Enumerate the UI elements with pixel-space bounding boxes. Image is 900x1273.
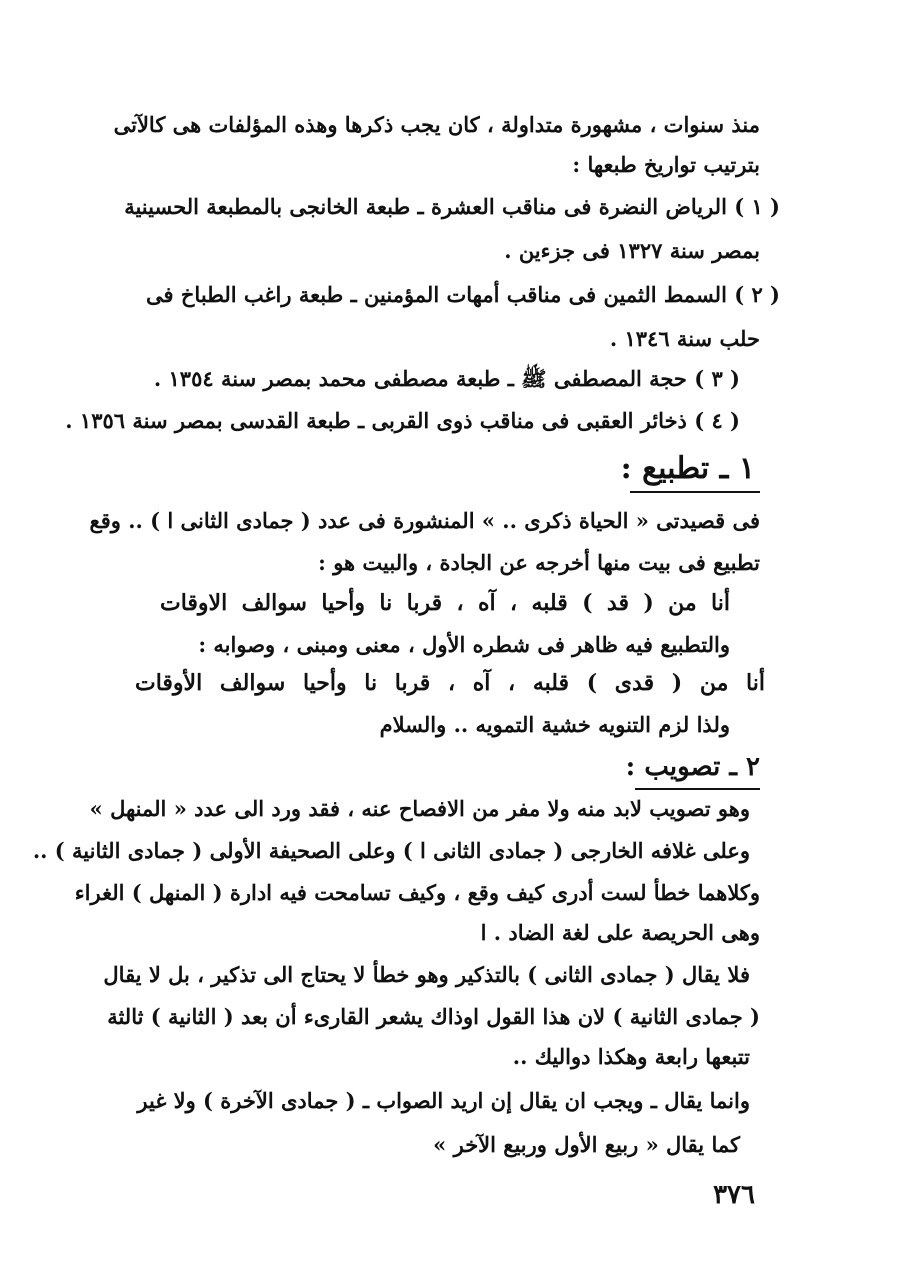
section-2-p1-line-1: وهو تصويب لابد منه ولا مفر من الافصاح عنه ، فقد ورد الى عدد « المنهل » bbox=[89, 796, 750, 821]
section-2-heading-underline bbox=[635, 788, 760, 790]
section-2-p1-line-4: وهى الحريصة على لغة الضاد . ا bbox=[480, 920, 760, 945]
section-1-line-4: ولذا لزم التنويه خشية التمويه .. والسلام bbox=[379, 712, 730, 737]
section-2-p2-line-3: تتبعها رابعة وهكذا دواليك .. bbox=[512, 1044, 750, 1069]
list-item-2-line-2: حلب سنة ١٣٤٦ . bbox=[609, 326, 760, 351]
page-number: ٣٧٦ bbox=[713, 1180, 755, 1210]
section-1-verse-2: أنا من ( قدى ) قلبه ، آه ، قربا نا وأحيا سوالف الأوقات bbox=[135, 670, 765, 696]
section-2-p2-line-2: ( جمادى الثانية ) لان هذا القول اوذاك يشعر القارىء أن بعد ( الثانية ) ثالثة bbox=[107, 1004, 760, 1029]
section-1-line-1: فى قصيدتى « الحياة ذكرى .. » المنشورة فى عدد ( جمادى الثانى ا ) .. وقع bbox=[89, 508, 760, 533]
intro-line-1: منذ سنوات ، مشهورة متداولة ، كان يجب ذكرها وهذه المؤلفات هى كالآتى bbox=[113, 112, 760, 137]
list-item-2-line-1: ( ٢ ) السمط الثمين فى مناقب أمهات المؤمنين ـ طبعة راغب الطباخ فى bbox=[146, 282, 780, 307]
section-2-p3-line-2: كما يقال « ربيع الأول وربيع الآخر » bbox=[433, 1132, 740, 1157]
section-2-p3-line-1: وانما يقال ـ ويجب ان يقال إن اريد الصواب ـ ( جمادى الآخرة ) ولا غير bbox=[137, 1088, 750, 1113]
section-2-heading: ٢ ـ تصويب : bbox=[625, 752, 760, 782]
section-1-heading: ١ ـ تطبيع : bbox=[620, 451, 755, 486]
list-item-3: ( ٣ ) حجة المصطفى ﷺ ـ طبعة مصطفى محمد بمصر سنة ١٣٥٤ . bbox=[153, 366, 740, 391]
section-1-line-2: تطبيع فى بيت منها أخرجه عن الجادة ، والبيت هو : bbox=[318, 550, 760, 575]
section-1-verse-1: أنا من ( قد ) قلبه ، آه ، قربا نا وأحيا سوالف الاوقات bbox=[160, 590, 730, 616]
list-item-4: ( ٤ ) ذخائر العقبى فى مناقب ذوى القربى ـ طبعة القدسى بمصر سنة ١٣٥٦ . bbox=[65, 408, 740, 433]
list-item-1-line-1: ( ١ ) الرياض النضرة فى مناقب العشرة ـ طبعة الخانجى بالمطبعة الحسينية bbox=[124, 194, 780, 219]
section-2-p2-line-1: فلا يقال ( جمادى الثانى ) بالتذكير وهو خطأ لا يحتاج الى تذكير ، بل لا يقال bbox=[103, 962, 750, 987]
list-item-1-line-2: بمصر سنة ١٣٢٧ فى جزءين . bbox=[504, 238, 760, 263]
section-1-line-3: والتطبيع فيه ظاهر فى شطره الأول ، معنى ومبنى ، وصوابه : bbox=[198, 632, 730, 657]
intro-line-2: بترتيب تواريخ طبعها : bbox=[572, 152, 760, 177]
section-2-p1-line-2: وعلى غلافه الخارجى ( جمادى الثانى ا ) وعلى الصحيفة الأولى ( جمادى الثانية ) .. bbox=[32, 838, 750, 863]
section-2-p1-line-3: وكلاهما خطأ لست أدرى كيف وقع ، وكيف تسامحت فيه ادارة ( المنهل ) الغراء bbox=[74, 880, 760, 905]
section-1-heading-underline bbox=[630, 491, 760, 493]
